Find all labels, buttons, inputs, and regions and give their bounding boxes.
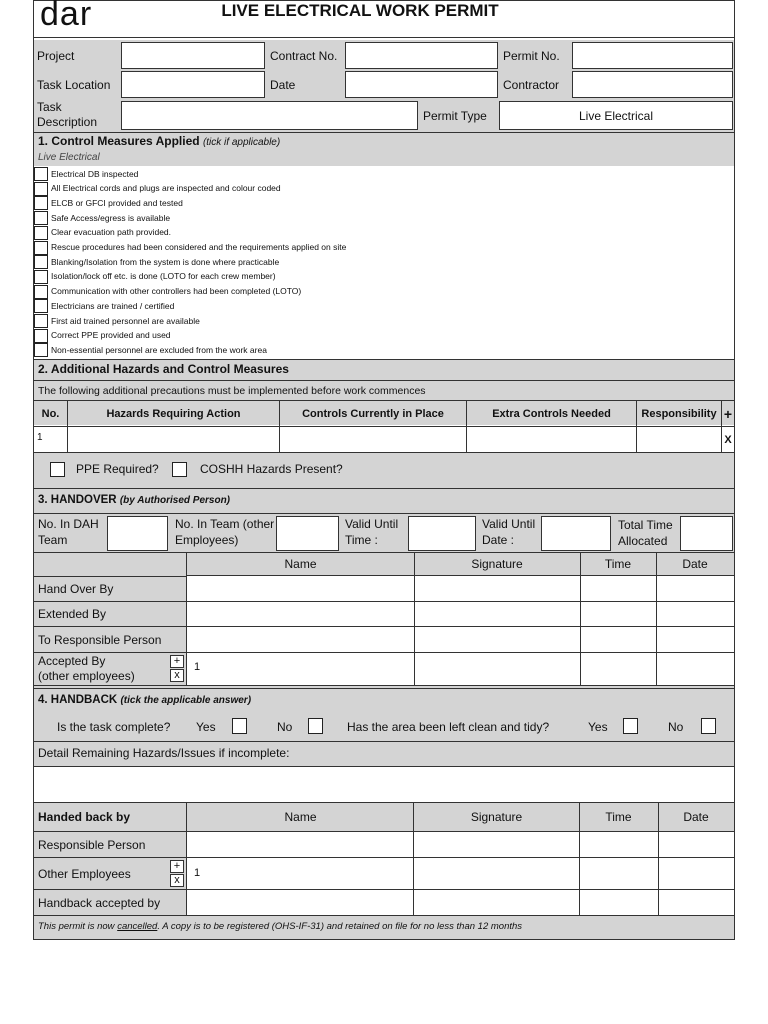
task-location-field[interactable]: [121, 71, 265, 98]
project-field[interactable]: [121, 42, 265, 69]
other-employees-label: Other Employees: [38, 866, 131, 881]
section3-title: [38, 494, 230, 506]
section3-note: (by Authorised Person): [119, 495, 231, 506]
add-accepted-button[interactable]: +: [170, 655, 184, 668]
no-dah-team-label: [38, 516, 99, 548]
extended-row-label: Extended By: [38, 607, 107, 621]
control-measure-item: [34, 285, 301, 299]
task-complete-question: Is the task complete?: [57, 720, 171, 734]
handover-col-date: Date: [682, 557, 708, 571]
no-team-line1: No. In Team (other: [175, 517, 275, 531]
area-clean-question: Has the area been left clean and tidy?: [347, 720, 550, 734]
task-complete-yes-checkbox[interactable]: [232, 718, 247, 734]
title-divider: [33, 37, 735, 38]
control-measure-item: [34, 270, 276, 284]
handback-vline-sig: [413, 803, 414, 916]
handover-vline-name: [186, 553, 187, 685]
footer-cancelled: cancelled: [117, 921, 158, 932]
control-measure-checkbox[interactable]: [34, 211, 48, 225]
area-clean-yes-checkbox[interactable]: [623, 718, 638, 734]
add-hazard-row-button[interactable]: +: [723, 405, 733, 422]
remaining-hazards-label: Detail Remaining Hazards/Issues if incomplete:: [38, 746, 290, 760]
task-description-line1: Task: [37, 100, 62, 114]
task-complete-no-label: No: [277, 720, 293, 734]
section3-divider: [34, 513, 734, 514]
valid-time-line1: Valid Until: [345, 517, 399, 531]
hazard-row-extra[interactable]: [467, 427, 637, 452]
footer-post: . A copy is to be registered (OHS-IF-31) and retained on file for no less than 12 months: [157, 921, 523, 932]
handback-vline-date: [658, 803, 659, 916]
control-measure-label: All Electrical cords and plugs are inspected and colour coded: [51, 183, 281, 194]
control-measure-checkbox[interactable]: [34, 314, 48, 328]
valid-date-line2: Date :: [482, 533, 515, 547]
section3-title-text: 3. HANDOVER: [38, 494, 117, 506]
control-measure-label: Communication with other controllers had been completed (LOTO): [51, 286, 302, 297]
ppe-required-checkbox[interactable]: [50, 462, 65, 477]
remove-accepted-button[interactable]: x: [170, 669, 184, 682]
logo: dar: [40, 0, 93, 33]
hazard-row-responsibility[interactable]: [637, 427, 722, 452]
control-measure-item: [34, 299, 174, 313]
handover-row-label: Hand Over By: [38, 582, 114, 596]
area-clean-no-label: No: [668, 720, 684, 734]
control-measure-label: Rescue procedures had been considered and the requirements applied on site: [51, 242, 347, 252]
accepted-by-line1: Accepted By: [38, 654, 106, 668]
handover-table-body: [187, 575, 734, 685]
valid-date-label: [482, 516, 535, 548]
section4-title-text: 4. HANDBACK: [38, 694, 118, 706]
control-measure-label: Blanking/Isolation from the system is done where practicable: [51, 256, 280, 267]
footer-pre: This permit is now: [38, 921, 118, 932]
no-dah-team-line2: Team: [38, 533, 68, 547]
contract-no-field[interactable]: [345, 42, 498, 69]
footer-note: [38, 921, 522, 932]
page-title: LIVE ELECTRICAL WORK PERMIT: [221, 1, 499, 20]
hazard-row-no: 1: [34, 427, 68, 452]
control-measure-checkbox[interactable]: [34, 285, 48, 299]
hazard-row-controls[interactable]: [280, 427, 467, 452]
responsible-person-label: Responsible Person: [38, 837, 146, 852]
handover-hline-4: [34, 685, 734, 686]
area-clean-no-checkbox[interactable]: [701, 718, 716, 734]
handback-accepted-label: Handback accepted by: [38, 895, 161, 910]
permit-type-field[interactable]: Live Electrical: [499, 101, 733, 130]
no-team-label: [175, 516, 274, 548]
handover-col-time: Time: [604, 557, 632, 571]
handback-vline-time: [579, 803, 580, 916]
handback-col-signature: Signature: [470, 810, 523, 824]
permit-no-field[interactable]: [572, 42, 733, 69]
task-description-line2: Description: [37, 115, 98, 129]
col-no: No.: [34, 401, 68, 426]
valid-time-line2: Time :: [345, 533, 378, 547]
valid-time-label: [345, 516, 398, 548]
control-measure-label: Non-essential personnel are excluded from the work area: [51, 344, 267, 355]
control-measure-checkbox[interactable]: [34, 343, 48, 357]
section1-title: [38, 134, 280, 148]
col-controls: Controls Currently in Place: [280, 401, 467, 426]
handover-hline-3: [34, 652, 734, 653]
control-measure-checkbox[interactable]: [34, 270, 48, 284]
control-measure-item: [34, 343, 267, 357]
col-responsibility: Responsibility: [637, 401, 722, 426]
coshh-label: COSHH Hazards Present?: [200, 462, 343, 476]
control-measure-checkbox[interactable]: [34, 196, 48, 210]
accepted-by-line2: (other employees): [38, 669, 135, 683]
section1-title-text: 1. Control Measures Applied: [38, 134, 200, 148]
other-employee-row-no: 1: [194, 867, 201, 879]
control-measure-checkbox[interactable]: [34, 299, 48, 313]
task-description-field[interactable]: [121, 101, 418, 130]
handover-vline-sig: [414, 553, 415, 685]
section2-title: 2. Additional Hazards and Control Measures: [38, 362, 289, 376]
coshh-checkbox[interactable]: [172, 462, 187, 477]
no-team-field[interactable]: [276, 516, 339, 551]
task-description-label: [37, 100, 121, 130]
remove-other-employee-button[interactable]: x: [170, 874, 184, 887]
section2-intro: The following additional precautions must be implemented before work commences: [34, 380, 734, 400]
handover-col-name: Name: [284, 557, 317, 571]
section4-note: (tick the applicable answer): [120, 695, 252, 706]
area-clean-yes-label: Yes: [588, 720, 608, 734]
contract-no-label: Contract No.: [270, 49, 338, 63]
handover-vline-time: [580, 553, 581, 685]
total-time-field[interactable]: [680, 516, 733, 551]
remaining-divider: [34, 741, 734, 742]
control-measure-item: [34, 226, 171, 240]
no-dah-team-line1: No. In DAH: [38, 517, 99, 531]
handback-col-name: Name: [284, 810, 317, 824]
add-other-employee-button[interactable]: +: [170, 860, 184, 873]
control-measure-checkbox[interactable]: [34, 241, 48, 255]
project-label: Project: [37, 49, 75, 63]
control-measure-item: [34, 329, 171, 343]
control-measures-list: [34, 167, 734, 359]
control-measure-label: ELCB or GFCI provided and tested: [51, 197, 183, 208]
total-time-label: [618, 517, 673, 549]
handover-vline-date: [656, 553, 657, 685]
handback-col-date: Date: [683, 810, 709, 824]
control-measure-checkbox[interactable]: [34, 182, 48, 196]
hazard-row-hazard[interactable]: [68, 427, 280, 452]
task-complete-no-checkbox[interactable]: [308, 718, 323, 734]
control-measure-item: [34, 167, 138, 181]
control-measure-label: Isolation/lock off etc. is done (LOTO for each crew member): [51, 271, 276, 282]
control-measure-label: Safe Access/egress is available: [51, 212, 171, 223]
section4-title: [38, 694, 251, 706]
task-complete-yes-label: Yes: [196, 720, 216, 734]
no-dah-team-field[interactable]: [107, 516, 168, 551]
date-label: Date: [270, 78, 296, 92]
col-extra-controls: Extra Controls Needed: [467, 401, 637, 426]
contractor-label: Contractor: [503, 78, 560, 92]
control-measure-item: [34, 211, 170, 225]
accepted-by-label: [38, 654, 135, 684]
handed-back-by-label: Handed back by: [38, 810, 131, 824]
control-measure-item: [34, 314, 200, 328]
control-measure-item: [34, 241, 346, 255]
section1-subheading: Live Electrical: [38, 152, 100, 163]
control-measure-label: Electrical DB inspected: [51, 168, 139, 179]
remove-hazard-row-button[interactable]: X: [724, 433, 732, 446]
handover-col-signature: Signature: [471, 557, 523, 571]
section1-note: (tick if applicable): [202, 137, 281, 148]
control-measure-item: [34, 196, 183, 210]
control-measure-item: [34, 182, 281, 196]
accepted-row-no: 1: [194, 661, 201, 673]
handback-col-time: Time: [605, 810, 632, 824]
contractor-field[interactable]: [572, 71, 733, 98]
control-measure-label: Correct PPE provided and used: [51, 330, 171, 341]
handback-vline-name: [186, 803, 187, 916]
ppe-required-label: PPE Required?: [76, 462, 159, 476]
valid-date-line1: Valid Until: [482, 517, 536, 531]
responsible-row-label: To Responsible Person: [38, 632, 162, 647]
task-location-label: Task Location: [37, 78, 111, 92]
no-team-line2: Employees): [175, 533, 239, 547]
control-measure-checkbox[interactable]: [34, 329, 48, 343]
valid-time-field[interactable]: [408, 516, 476, 551]
permit-no-label: Permit No.: [503, 49, 560, 63]
permit-type-label: Permit Type: [423, 108, 487, 123]
total-time-line2: Allocated: [618, 534, 668, 548]
control-measure-label: First aid trained personnel are available: [51, 315, 200, 326]
valid-date-field[interactable]: [541, 516, 611, 551]
control-measure-item: [34, 255, 279, 269]
control-measure-checkbox[interactable]: [34, 255, 48, 269]
control-measure-checkbox[interactable]: [34, 167, 48, 181]
control-measure-label: Electricians are trained / certified: [51, 300, 175, 311]
control-measure-label: Clear evacuation path provided.: [51, 227, 172, 238]
remaining-hazards-field[interactable]: [34, 766, 734, 803]
total-time-line1: Total Time: [618, 518, 673, 532]
control-measure-checkbox[interactable]: [34, 226, 48, 240]
col-hazards: Hazards Requiring Action: [68, 401, 280, 426]
handback-table-body: [187, 831, 734, 916]
date-field[interactable]: [345, 71, 498, 98]
